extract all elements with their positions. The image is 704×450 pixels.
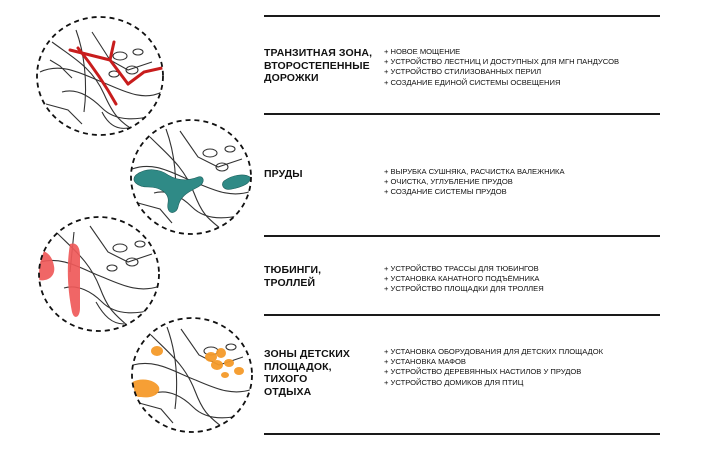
list-item: + УСТРОЙСТВО СТИЛИЗОВАННЫХ ПЕРИЛ <box>384 67 542 77</box>
divider-2 <box>264 235 660 237</box>
divider-top <box>264 15 660 17</box>
list-item: + УСТРОЙСТВО ПЛОЩАДКИ ДЛЯ ТРОЛЛЕЯ <box>384 284 544 294</box>
zone-title-ponds: ПРУДЫ <box>264 168 303 180</box>
playground-map-icon <box>127 313 257 437</box>
list-item: + УСТАНОВКА КАНАТНОГО ПОДЪЁМНИКА <box>384 274 540 284</box>
list-item: + УСТАНОВКА МАФОВ <box>384 357 466 367</box>
zone-list-tubing <box>384 264 684 295</box>
list-item: + НОВОЕ МОЩЕНИЕ <box>384 47 461 56</box>
zone-list-paths <box>384 47 684 88</box>
list-item: + УСТРОЙСТВО ДОМИКОВ ДЛЯ ПТИЦ <box>384 377 524 387</box>
divider-1 <box>264 113 660 115</box>
list-item: + УСТРОЙСТВО ДЕРЕВЯННЫХ НАСТИЛОВ У ПРУДОВ <box>384 367 582 377</box>
divider-bottom <box>264 433 660 435</box>
list-item: + УСТРОЙСТВО ЛЕСТНИЦ И ДОСТУПНЫХ ДЛЯ МГН ПАНДУСОВ <box>384 57 620 67</box>
zone-list-ponds <box>384 167 684 198</box>
list-item: + ОЧИСТКА, УГЛУБЛЕНИЕ ПРУДОВ <box>384 177 513 187</box>
zone-title-tubing: ТЮБИНГИ, ТРОЛЛЕЙ <box>264 264 322 289</box>
zone-title-playgrounds: ЗОНЫ ДЕТСКИХ ПЛОЩАДОК, ТИХОГО ОТДЫХА <box>264 348 351 398</box>
list-item: + УСТАНОВКА ОБОРУДОВАНИЯ ДЛЯ ДЕТСКИХ ПЛОЩАДОК <box>384 347 604 356</box>
list-item: + ВЫРУБКА СУШНЯКА, РАСЧИСТКА ВАЛЕЖНИКА <box>384 167 565 176</box>
list-item: + СОЗДАНИЕ ЕДИНОЙ СИСТЕМЫ ОСВЕЩЕНИЯ <box>384 77 561 87</box>
zone-list-playgrounds <box>384 347 684 388</box>
zone-title-paths: ТРАНЗИТНАЯ ЗОНА, ВТОРОСТЕПЕННЫЕ ДОРОЖКИ <box>264 47 373 84</box>
list-item: + УСТРОЙСТВО ТРАССЫ ДЛЯ ТЮБИНГОВ <box>384 264 539 273</box>
divider-3 <box>264 314 660 316</box>
list-item: + СОЗДАНИЕ СИСТЕМЫ ПРУДОВ <box>384 187 507 197</box>
